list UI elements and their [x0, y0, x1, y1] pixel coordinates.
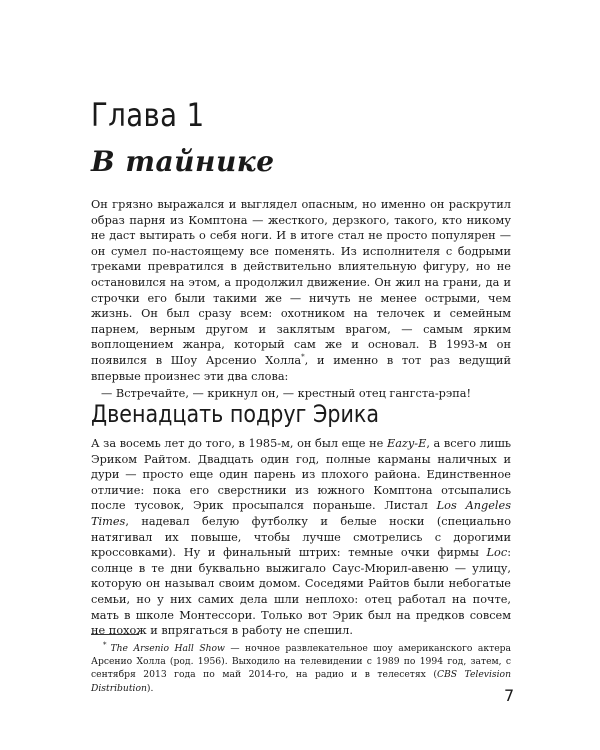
footnote-text-1: — ночное развлекательное шоу американского актера Арсенио Холла (род. 1956). Выходило на телевидении с 1989 по 1994 год, затем, с сентября 2013 года по май 2014-го, на радио и в телесетях ( — [91, 643, 511, 681]
intro-text-part1: Он грязно выражался и выглядел опасным, но именно он раскрутил образ парня из Комптона — жесткого, дерзкого, такого, кто никому не даст вытирать о себя ноги. И в итоге стал не просто популярен — он сумел по-настоящему все поменять. Из исполнителя с бодрыми треками превратился в действительно влиятельную фигуру, но не остановился на этом, а продолжил движение. Он жил на грани, да и строчки его были такими же — ничуть не менее острыми, чем жизнь. Он был сразу всем: охотником на телочек и семейным парнем, верным другом и заклятым врагом, — самым ярким воплощением жанра, который сам же и основал. В 1993-м он появился в Шоу Арсенио Холла — [91, 198, 511, 367]
section-heading: Двенадцать подруг Эрика — [91, 400, 380, 428]
main-text-3: , надевал белую футболку и белые носки (специально натягивал их повыше, чтобы лучше смотрелись с дорогими кроссовками). Ну и финальный штрих: темные очки фирмы — [91, 514, 511, 560]
page-number: 7 — [504, 686, 515, 705]
main-italic-loc: Loc — [486, 546, 508, 560]
quote-line: — Встречайте, — крикнул он, — крестный отец гангста-рэпа! — [101, 387, 472, 401]
main-paragraph — [91, 436, 511, 639]
main-text-2: , а всего лишь Эриком Райтом. Двадцать один год, полные карманы наличных и дури — просто еще один парень из плохого района. Единственное отличие: пока его сверстники из южного Комптона отсыпались после тусовок, Эрик просыпался пораньше. Листал — [91, 437, 511, 513]
intro-text-part2: , и именно в тот раз ведущий впервые произнес эти два слова: — [91, 353, 511, 383]
main-text-4: : солнце в те дни буквально выжигало Саус-Мюрил-авеню — улицу, которую он называл своим домом. Соседями Райтов были небогатые семьи, но у них самих дела шли неплохо: отец работал на почте, мать в школе Монтессори. Только вот Эрик был на предков совсем не похож и впрягаться в работу не спешил. — [91, 546, 511, 638]
intro-text-block — [91, 197, 511, 402]
footnote-divider — [91, 634, 139, 635]
footnote-italic-show: The Arsenio Hall Show — [110, 643, 225, 654]
main-text-block — [91, 436, 511, 639]
main-italic-la-times: Los Angeles Times — [91, 499, 512, 528]
footnote-mark: * — [103, 640, 107, 649]
main-text-1: А за восемь лет до того, в 1985-м, он был еще не — [91, 437, 387, 450]
footnote — [91, 642, 511, 695]
footnote-italic-cbs: CBS Television Distribution — [91, 669, 511, 694]
intro-paragraph — [91, 197, 511, 384]
main-italic-eazy-e: Eazy-E — [386, 437, 427, 450]
chapter-label: Глава 1 — [91, 96, 205, 134]
footnote-text-2: ). — [146, 682, 154, 694]
footnote-reference-mark: * — [301, 353, 305, 362]
chapter-title: В тайнике — [91, 145, 275, 178]
